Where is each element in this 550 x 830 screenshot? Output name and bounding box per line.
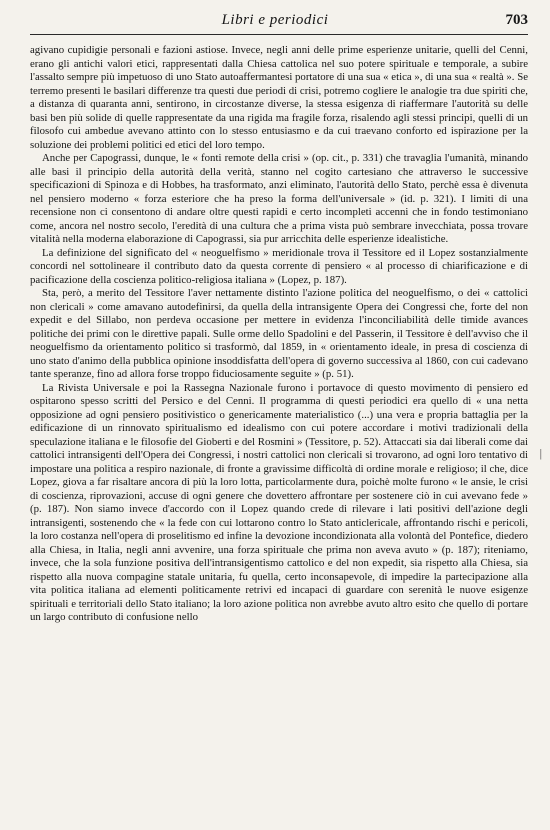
paragraph: Sta, però, a merito del Tessitore l'aver nettamente distinto l'azione politica del neoguelfismo, o dei « cattolici non clericali » come amavano autodefinirsi, da quella della intransigente Opera dei Congressi che, forte del non expedit e del Sillabo, non perdeva occasione per mettere in evidenza l'inconciliabilità delle timide avances politiche dei primi con le direttive papali. Sulle orme dello Spadolini e del Passerin, il Tessitore è dell'avviso che il neoguelfismo da orientamento politico si trasformò, dal 1859, in « orientamento ideale, in presa di coscienza di uno stato d'animo della pubblica opinione insoddisfatta dell'opera di governo successiva al 1860, con cui cadevano tante speranze, fino ad allora forse troppo fiduciosamente seguite » (p. 51). bbox=[30, 287, 528, 380]
running-title: Libri e periodici bbox=[221, 12, 329, 28]
header-rule bbox=[30, 34, 528, 35]
paragraph: La definizione del significato del « neoguelfismo » meridionale trova il Tessitore ed il Lopez sostanzialmente concordi nel sottolineare il contributo dato da questa corrente di pensiero « al processo di chiarificazione e di pacificazione della coscienza politico-religiosa italiana » (Lopez, p. 187). bbox=[30, 246, 528, 286]
paragraph: La Rivista Universale e poi la Rassegna Nazionale furono i portavoce di questo movimento di pensiero ed ospitarono spesso scritti del Persico e del Cenni. Il programma di questi periodici era quello di « una netta opposizione ad ogni pensiero positivistico o genericamente materialistico (...) una vera e propria battaglia per la edificazione di un rinnovato spiritualismo ed idealismo con cui potere accordare i motivi tradizionali della speculazione italiana e le filosofie del Gioberti e del Rosmini » (Tessitore, p. 52). Attaccati sia dai liberali come dai cattolici intransigenti dell'Opera dei Congressi, i nostri cattolici non clericali si trovarono, ad ogni loro tentativo di impostare una politica a respiro nazionale, di fronte a gravissime difficoltà di ordine morale e religioso; il che, dice Lopez, giova a far risaltare ancora di più la loro lotta, particolarmente dura, poichè molte furono « le ansie, le crisi di coscienza, riprovazioni, accuse di ogni genere che dovettero affrontare per sostenere ciò in cui avevano fede » (p. 187). Non siamo invece d'accordo con il Lopez quando crede di rilevare i lati positivi dell'azione degli intransigenti, sostenendo che « la fede con cui lottarono contro lo Stato anticlericale, affrontando rischi e pericoli, la loro costanza nell'opera di proselitismo ed infine la devozione incondizionata alla volontà del Pontefice, diedero alla Chiesa, in Italia, negli anni avvenire, una forza spirituale che prima non aveva avuto » (p. 187); riteniamo, invece, che la sola funzione positiva dell'intransigentismo cattolico e del non expedit, sia rispetto alla Chiesa, sia rispetto alla nuova compagine statale unitaria, fu quella, certo inconsapevole, di impedire la partecipazione alla vita politica italiana ad elementi politicamente retrivi ed incapaci di guardare con serenità le nuove esigenze spirituali e territoriali dello Stato italiano; la loro azione politica non avrebbe avuto altro esito che quello di portare un largo contributo di confusione nello bbox=[30, 381, 528, 623]
page-number: 703 bbox=[505, 12, 528, 28]
body-text bbox=[30, 44, 528, 824]
margin-mark: | bbox=[539, 446, 542, 460]
paragraph: agivano cupidigie personali e fazioni astiose. Invece, negli anni delle prime esperienze unitarie, quelli del Cenni, erano gli antichi valori etici, rappresentati dalla Chiesa cattolica nel suo potere spirituale e temporale, a subire l'assalto sempre più impetuoso di uno Stato autoaffermantesi portatore di una sua « etica », di una sua « realtà ». Se terremo presenti le basilari differenze tra questi due periodi di crisi, potremo cogliere le analogie tra due spiriti che, a distanza di quaranta anni, sentirono, in circostanze diverse, la stessa esigenza di riaffermare l'autorità su delle basi ben più solide di quelle rappresentate da una rigida ma fragile forza, risalendo agli stessi principi, quelli di un filosofo cui ambedue avevano attinto con lo stesso entusiasmo e da cui traevano conforto ed ispirazione per la soluzione dei problemi politici ed etici del loro tempo. bbox=[30, 44, 528, 151]
paragraph: Anche per Capograssi, dunque, le « fonti remote della crisi » (op. cit., p. 331) che travaglia l'umanità, minando alle basi il principio della autorità della verità, stanno nel cogito cartesiano che attraverso le successive specificazioni di Spinoza e di Hobbes, ha trasformato, anzi eliminato, l'autorità dello Stato, perchè essa è divenuta nel pensiero moderno « forza esteriore che ha preso la forma dell'universale » (id. p. 321). I limiti di una recensione non ci consentono di andare oltre questi rapidi e certo incompleti accenni che in fondo testimoniano come, ancora nel nostro secolo, l'eredità di una cultura che a prima vista può sembrare invecchiata, possa trovare vitalità nella moderna elaborazione di Capograssi, sia pur arricchita delle esperienze idealistiche. bbox=[30, 152, 528, 245]
running-header bbox=[0, 12, 550, 34]
